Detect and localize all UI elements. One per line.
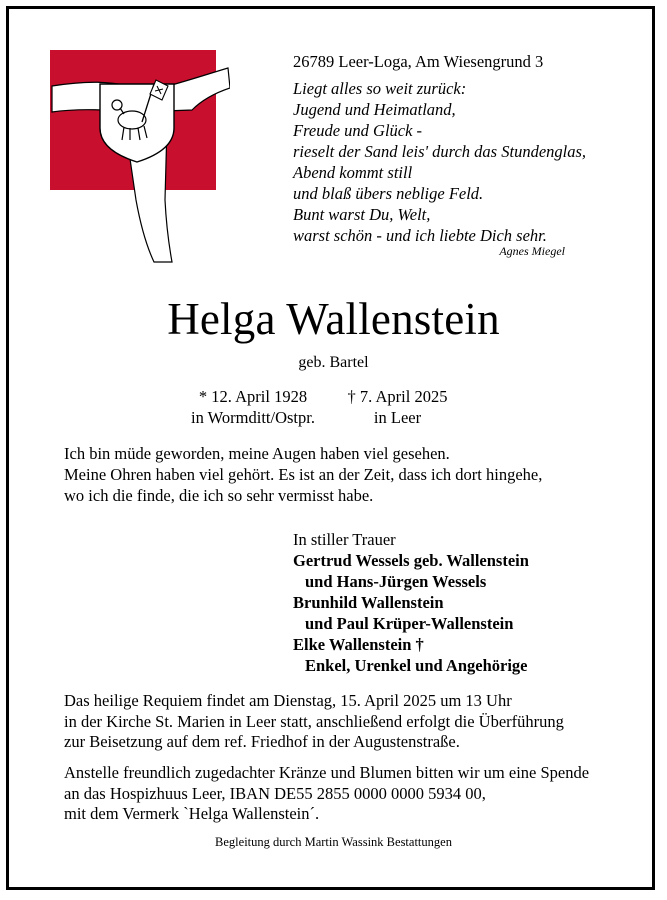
mourner-name: Gertrud Wessels geb. Wallenstein (293, 551, 529, 570)
poem-line: Freude und Glück - (293, 121, 423, 140)
poem-line: Bunt warst Du, Welt, (293, 205, 431, 224)
mourner-name: Enkel, Urenkel und Angehörige (305, 656, 528, 675)
quote-line: Ich bin müde geworden, meine Augen haben viel gesehen. (64, 444, 450, 463)
poem-line: warst schön - und ich liebte Dich sehr. (293, 226, 547, 245)
requiem-line: in der Kirche St. Marien in Leer statt, anschließend erfolgt die Überführung (64, 711, 564, 731)
mourner-name: Brunhild Wallenstein (293, 593, 444, 612)
poem-line: Liegt alles so weit zurück: (293, 79, 467, 98)
maiden-name: geb. Bartel (298, 354, 369, 371)
mourner-name: und Hans-Jürgen Wessels (305, 572, 487, 591)
mourners (293, 529, 529, 676)
mourners-intro: In stiller Trauer (293, 530, 396, 549)
quote-line: Meine Ohren haben viel gehört. Es ist an der Zeit, dass ich dort hingehe, (64, 465, 543, 484)
death-info (345, 386, 450, 428)
birth-date: * 12. April 1928 (198, 387, 308, 406)
poem (293, 78, 586, 246)
poem-line: Jugend und Heimatland, (293, 100, 456, 119)
death-date: † 7. April 2025 (347, 387, 448, 406)
address: 26789 Leer-Loga, Am Wiesengrund 3 (293, 52, 544, 71)
deceased-name: Helga Wallenstein (167, 294, 500, 344)
donation-line: an das Hospizhuus Leer, IBAN DE55 2855 0000 0000 5934 00, (64, 783, 486, 803)
emblem-lamb-body (118, 111, 146, 129)
poem-author: Agnes Miegel (499, 244, 565, 258)
quote-line: wo ich die finde, die ich so sehr vermisst habe. (64, 486, 374, 505)
donation-info (64, 763, 589, 825)
poem-line: und blaß übers neblige Feld. (293, 184, 484, 203)
undertaker-credit: Begleitung durch Martin Wassink Bestattungen (215, 835, 452, 849)
birth-info (178, 386, 328, 428)
donation-line: mit dem Vermerk `Helga Wallenstein´. (64, 804, 320, 823)
mourner-name: und Paul Krüper-Wallenstein (305, 614, 514, 633)
death-place: in Leer (373, 408, 422, 427)
birth-place: in Wormditt/Ostpr. (191, 408, 315, 427)
donation-line: Anstelle freundlich zugedachter Kränze und Blumen bitten wir um eine Spende (64, 763, 590, 782)
requiem-info (64, 691, 564, 753)
poem-line: rieselt der Sand leis' durch das Stundenglas, (293, 142, 587, 161)
requiem-line: Das heilige Requiem findet am Dienstag, 15. April 2025 um 13 Uhr (64, 691, 512, 710)
mourner-name: Elke Wallenstein † (293, 635, 424, 654)
poem-line: Abend kommt still (293, 163, 413, 182)
requiem-line: zur Beisetzung auf dem ref. Friedhof in der Augustenstraße. (64, 732, 460, 751)
farewell-quote (64, 443, 542, 506)
cross-with-lamb-of-god-shield-icon (50, 50, 230, 265)
